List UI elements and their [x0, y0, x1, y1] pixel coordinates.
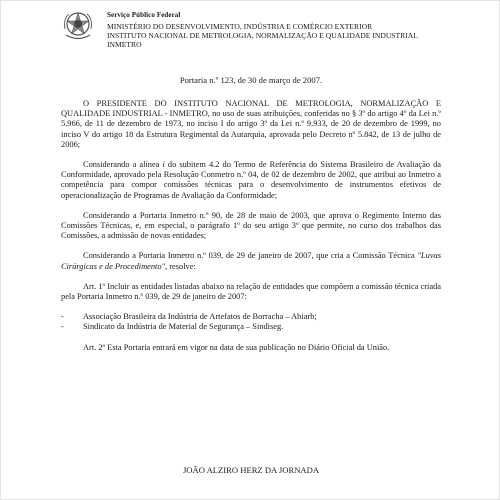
entity-list: [61, 312, 441, 332]
italic-span: i: [162, 160, 165, 170]
ministry-block: [107, 22, 487, 49]
text-span: , resolve:: [165, 261, 196, 271]
article-1: Art. 1º Incluir as entidades listadas abaixo na relação de entidades que compõem a comissão técnica criada pela Portaria Inmetro n.º 039, de 29 de janeiro de 2007:: [61, 281, 441, 302]
italic-span: "Luvas Cirúrgicas e de Procedimento": [61, 251, 441, 271]
considering-paragraph-1: [61, 160, 441, 201]
text-span: Considerando a alínea: [83, 160, 163, 170]
document-body: [61, 99, 441, 363]
preamble-paragraph: O PRESIDENTE DO INSTITUTO NACIONAL DE METROLOGIA, NORMALIZAÇÃO E QUALIDADE INDUSTRIAL - INMETRO, no uso de suas atribuições, conferidas no § 3º do artigo 4º da Lei n.º 5.966, de 11 de dezembro de 1973, no inciso I do artigo 3º da Lei n.º 9.933, de 20 de dezembro de 1999, no inciso V do artigo 18 da Estrutura Regimental da Autarquia, aprovada pelo Decreto nº 5.842, de 13 de julho de 2006;: [61, 99, 441, 149]
text-span: do subitem 4.2 do Termo de Referência do Sistema Brasileiro de Avaliação da Conformidade, aprovado pela Resolução Conmetro n.º 04, de 02 de dezembro de 2002, que atribui ao Inmetro a competência para compor comissões técnicas para o desenvolvimento de instrumentos efetivos de operacionalização de Programas de Avaliação da Conformidade;: [61, 160, 441, 200]
list-item: - Sindicato da Indústria de Material de Segurança – Sindiseg.: [61, 322, 441, 332]
institute-line: INSTITUTO NACIONAL DE METROLOGIA, NORMALIZAÇÃO E QUALIDADE INDUSTRIAL: [107, 31, 418, 40]
document-title: Portaria n.º 123, de 30 de março de 2007.: [179, 75, 323, 85]
coat-of-arms-icon: [61, 9, 95, 43]
signature-name: JOÃO ALZIRO HERZ DA JORNADA: [182, 465, 320, 475]
considering-paragraph-3: [61, 251, 441, 271]
ministry-line: MINISTÉRIO DO DESENVOLVIMENTO, INDÚSTRIA E COMÉRCIO EXTERIOR: [107, 22, 373, 31]
letterhead: [61, 9, 481, 69]
acronym-line: INMETRO: [107, 40, 142, 49]
service-label: Serviço Público Federal: [107, 11, 181, 19]
text-span: Considerando a Portaria Inmetro n.º 039, de 29 de janeiro de 2007, que cria a Comissão Técnica: [83, 251, 418, 261]
article-2: Art. 2º Esta Portaria entrará em vigor na data de sua publicação no Diário Oficial da União.: [83, 342, 390, 352]
considering-paragraph-2: Considerando a Portaria Inmetro n.º 90, de 28 de maio de 2003, que aprova o Regimento Interno das Comissões Técnicas, e, em especial, o parágrafo 1º do seu artigo 3º que permite, no curso dos trabalhos das Comissões, a admissão de novas entidades;: [61, 210, 441, 241]
list-item: - Associação Brasileira da Indústria de Artefatos de Borracha – Abiarb;: [61, 312, 441, 322]
